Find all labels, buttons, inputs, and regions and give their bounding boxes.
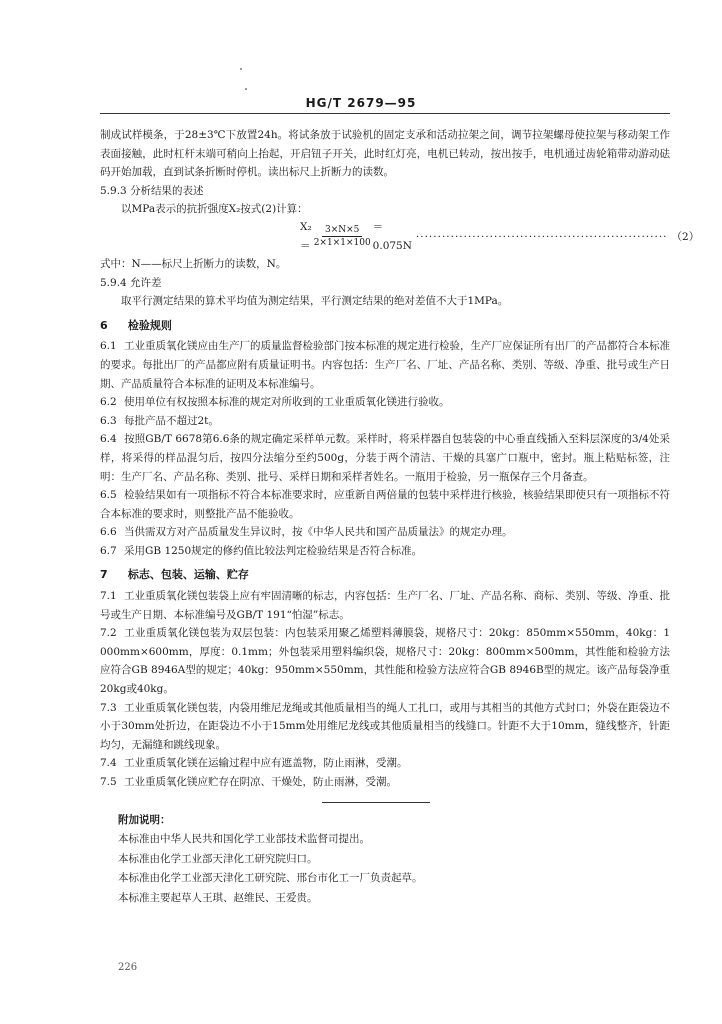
section-number: 7 [100,568,108,582]
clause-number: 6.1 [100,340,117,353]
clause-text: 工业重质氧化镁包装为双层包装：内包装采用聚乙烯塑料薄膜袋，规格尺寸：20kg：850mm×550mm，40kg：1 000mm×600mm，厚度：0.1mm；外包装采用塑料编织袋，规格尺寸：20kg：800mm×500mm，其性能和检验方法应符合GB 8946A型的规定；40kg：950mm×550mm，其性能和检验方法应符合GB 8946B型的规定。该产品每袋净重20kg或40kg。 [100,627,670,696]
clause-number: 6.7 [100,544,117,557]
clause-number: 6.2 [100,396,117,409]
additional-note-line: 本标准主要起草人王琪、赵维民、王爱贵。 [118,891,318,904]
formula-fraction [314,224,371,249]
clause-6-4 [100,430,670,486]
formula-2 [300,221,700,253]
clause-6-2 [100,393,670,412]
section-title: 检验规则 [127,318,172,332]
clause-6-5 [100,486,670,523]
section-7-heading [100,566,670,585]
additional-note-line: 本标准由化学工业部天津化工研究院归口。 [118,852,318,865]
scan-speck [240,68,242,70]
section-number: 6 [100,318,108,332]
additional-note-line: 本标准由中华人民共和国化学工业部技术监督司提出。 [118,833,370,846]
paragraph-allowable-difference: 取平行测定结果的算术平均值为测定结果，平行测定结果的绝对差值不大于1MPa。 [121,295,509,308]
section-6-heading [100,317,670,336]
section-title: 标志、包装、运输、贮存 [127,568,249,582]
clause-text: 工业重质氧化镁包装，内袋用维尼龙绳或其他质量相当的绳人工扎口，或用与其相当的其他方式封口；外袋在距袋边不小于30mm处折边，在距袋边不小于15mm处用维尼龙线或其他质量相当的线缝口。针距不大于10mm，缝线整齐，针距均匀，无漏缝和跳线现象。 [100,701,670,751]
clause-6-6 [100,523,670,542]
formula-denominator: 2×1×1×100 [313,238,371,249]
subsection-number: 5.9.4 [100,276,127,289]
clause-text: 当供需双方对产品质量发生异议时，按《中华人民共和国产品质量法》的规定办理。 [124,526,513,539]
clause-7-2 [100,624,670,698]
clause-number: 7.2 [100,627,117,640]
subsection-number: 5.9.3 [100,184,127,197]
paragraph-where: 式中：N——标尺上折断力的读数，N。 [100,257,287,270]
clause-number: 6.5 [100,489,117,502]
additional-note-line: 本标准由化学工业部天津化工研究院、邢台市化工一厂负责起草。 [118,872,423,885]
clause-number: 7.3 [100,701,117,714]
clause-number: 7.4 [100,757,117,770]
header-rule [100,113,670,114]
clause-number: 7.5 [100,776,117,788]
clause-text: 检验结果如有一项指标不符合本标准要求时，应重新自两倍量的包装中采样进行核验，核验结果即使只有一项指标不符合本标准的要求时，则整批产品不能验收。 [100,489,670,520]
subsection-title: 允许差 [130,276,162,289]
paragraph-formula-intro: 以MPa表示的抗折强度X₂按式(2)计算： [121,203,308,216]
additional-notes [118,811,670,909]
clause-text: 每批产品不超过2t。 [124,414,219,427]
formula-lhs: X₂＝ [300,221,312,252]
appendix-divider [322,802,430,803]
additional-notes-title: 附加说明： [118,813,171,826]
clause-number: 6.3 [100,414,117,427]
clause-7-5 [100,773,670,792]
equation-number: （2） [671,230,700,243]
clause-text: 采用GB 1250规定的修约值比较法判定检验结果是否符合标准。 [124,544,423,557]
clause-text: 按照GB/T 6678第6.6条的规定确定采样单元数。采样时，将采样器自包装袋的中心垂直线插入至料层深度的3/4处采样，将采得的样品混匀后，按四分法缩分至约500g，分装于两个清洁、干燥的具塞广口瓶中，密封。瓶上粘贴标签，注明：生产厂名、产品名称、类别、批号、采样日期和采样者姓名。一瓶用于检验，另一瓶保存三个月备查。 [100,433,670,483]
clause-6-1 [100,337,670,393]
document-body [100,126,700,908]
subsection-5-9-4 [100,274,670,293]
clause-text: 工业重质氧化镁在运输过程中应有遮盖物，防止雨淋，受潮。 [124,757,408,770]
clause-text: 工业重质氧化镁应由生产厂的质量监督检验部门按本标准的规定进行检验，生产厂应保证所有出厂的产品都符合本标准的要求。每批出厂的产品都应附有质量证明书。内容包括：生产厂名、厂址、产品名称、类别、等级、净重、批号或生产日期、产品质量符合本标准的证明及本标准编号。 [100,340,670,390]
clause-text: 工业重质氧化镁应贮存在阴凉、干燥处，防止雨淋，受潮。 [124,776,397,788]
subsection-title: 分析结果的表述 [130,184,204,197]
subsection-5-9-3 [100,182,670,201]
page-number: 226 [118,962,138,973]
clause-6-3 [100,412,670,431]
scan-speck [245,88,247,90]
clause-number: 7.1 [100,590,117,603]
paragraph-test-procedure: 制成试样模条，于28±3℃下放置24h。将试条放于试验机的固定支承和活动拉架之间，调节拉架螺母使拉架与移动架工作表面接触，此时杠杆末端可稍向上抬起，开启钮子开关，此时红灯亮，电机已转动，按出按手，电机通过齿轮箱带动游动砝码开始加载，直到试条折断时停机。读出标尺上折断力的读数。 [100,129,670,179]
clause-number: 6.6 [100,526,117,539]
formula-numerator: 3×N×5 [322,224,362,237]
standard-code-header: HG/T 2679—95 [305,96,417,110]
clause-7-3 [100,699,670,755]
formula-leader-dots: ·························································· [415,230,668,243]
clause-number: 6.4 [100,433,117,446]
clause-7-4 [100,754,670,773]
clause-text: 使用单位有权按照本标准的规定对所收到的工业重质氧化镁进行验收。 [124,396,450,409]
formula-rhs: ＝0.075N [372,221,412,252]
clause-7-1 [100,587,670,624]
clause-6-7 [100,542,670,561]
clause-text: 工业重质氧化镁包装袋上应有牢固清晰的标志，内容包括：生产厂名、厂址、产品名称、商标、类别、等级、净重、批号或生产日期、本标准编号及GB/T 191“怕湿”标志。 [100,590,670,621]
